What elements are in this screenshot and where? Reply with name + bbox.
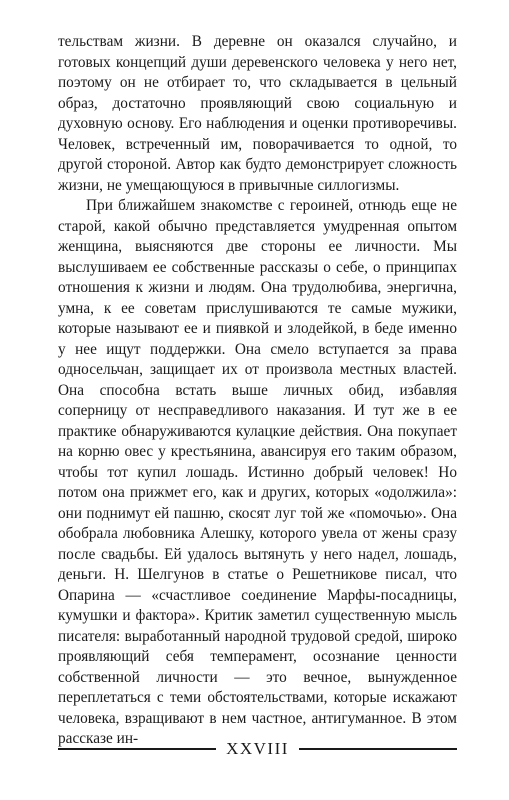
paragraph-1: тельствам жизни. В деревне он оказался случайно, и готовых концепций души деревенского человека у него нет, поэтому он не отбирает то, что складывается в цельный образ, достаточно проявляющий свою социальную и духовную основу. Его наблюдения и оценки противоречивы. Человек, встреченный им, поворачивается то одной, то другой стороной. Автор как будто демонстрирует сложность жизни, не умещающуюся в привычные силлогизмы.: [58, 33, 457, 194]
page-number: XXVIII: [226, 739, 289, 758]
footer-rule-left: [58, 748, 216, 750]
page-footer: [58, 738, 457, 760]
paragraph-2: При ближайшем знакомстве с героиней, отнюдь еще не старой, какой обычно представляется умудренная опытом женщина, выясняются две стороны ее личности. Мы выслушиваем ее собственные рассказы о себе, о принципах отношения к жизни и людям. Она трудолюбива, энергична, умна, к ее советам прислушиваются те самые мужики, которые называют ее и пиявкой и злодейкой, в беде именно у нее ищут поддержки. Она смело вступается за права односельчан, защищает их от произвола местных властей. Она способна встать выше личных обид, избавляя соперницу от несправедливого наказания. И тут же в ее практике обнаруживаются кулацкие действия. Она покупает на корню овес у крестьянина, авансируя его таким образом, чтобы тот купил лошадь. Истинно добрый человек! Но потом она прижмет его, как и других, которых «одолжила»: они поднимут ей пашню, скосят луг той же «помочью». Она обобрала любовника Алешку, которого увела от жены сразу после свадьбы. Ей удалось вытянуть у него надел, лошадь, деньги. Н. Шелгунов в статье о Решетникове писал, что Опарина — «счастливое соединение Марфы-посадницы, кумушки и фактора». Критик заметил существенную мысль писателя: выработанный народной трудовой средой, широко проявляющий себя темперамент, осознание ценности собственной личности — это вечное, вынужденное переплетаться с теми обстоятельствами, которые искажают человека, взращивают в нем частное, антигуманное. В этом рассказе ин-: [58, 197, 457, 747]
text-column: [58, 32, 457, 750]
footer-rule-right: [299, 748, 457, 750]
page-body: [58, 32, 457, 750]
